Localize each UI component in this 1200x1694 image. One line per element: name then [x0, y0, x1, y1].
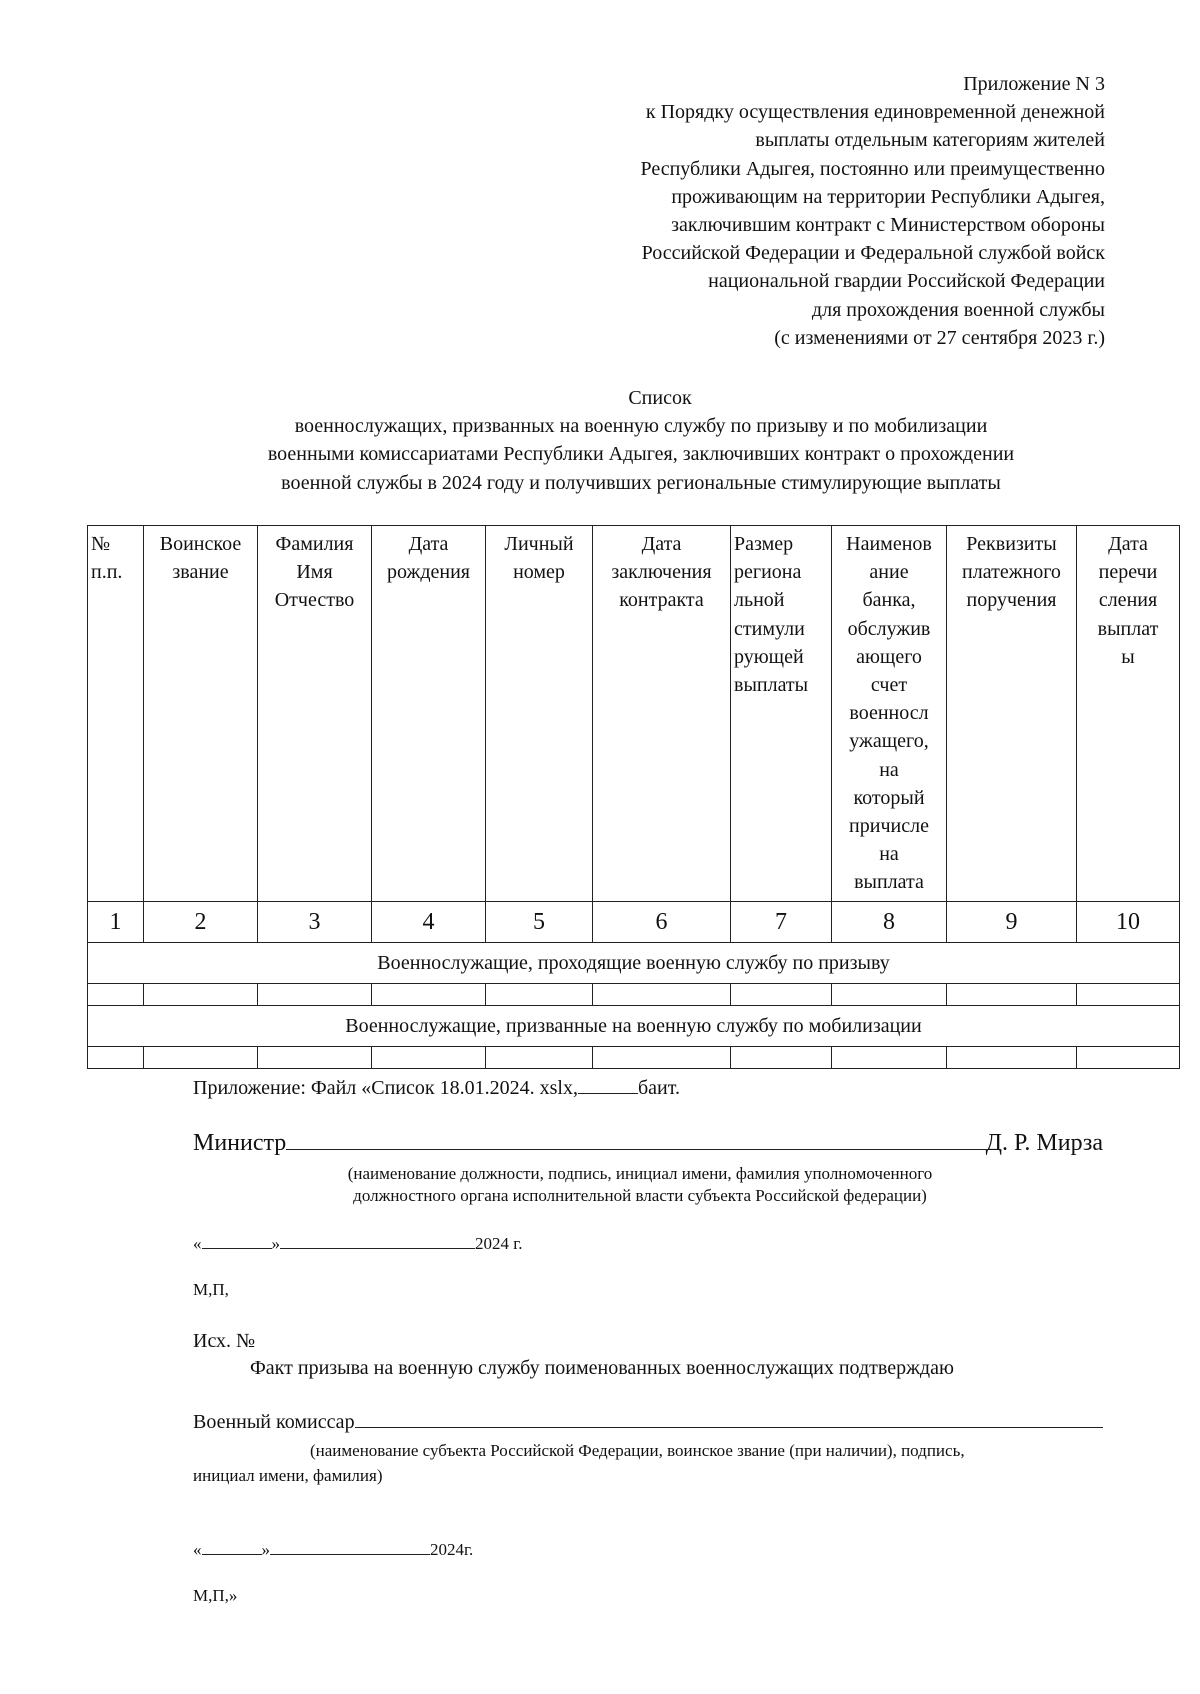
month-blank	[280, 1230, 475, 1249]
column-header-payment-order	[947, 526, 1077, 902]
commissar-label: Военный комиссар	[193, 1411, 355, 1433]
header-line: региона	[734, 561, 802, 584]
servicemen-table	[87, 525, 1180, 1069]
appendix-header-line: Приложение N 3	[963, 73, 1105, 95]
stamp-mark-1: М,П,	[193, 1280, 229, 1299]
table-cell	[1077, 984, 1180, 1006]
header-line: причисле	[849, 815, 929, 838]
header-line: звание	[172, 561, 229, 584]
date-line-1	[193, 1230, 523, 1256]
table-cell	[258, 984, 372, 1006]
table-cell	[486, 984, 593, 1006]
appendix-header-line: национальной гвардии Российской Федерации	[708, 270, 1105, 293]
header-line: платежного	[962, 561, 1061, 584]
table-cell	[947, 984, 1077, 1006]
caption-line: должностного органа исполнительной власти субъекта Российской федерации)	[353, 1186, 927, 1205]
column-header-number	[88, 526, 144, 902]
minister-label: Министр	[193, 1130, 287, 1156]
table-row	[88, 1047, 1180, 1069]
header-line: п.п.	[91, 561, 123, 584]
table-row	[88, 984, 1180, 1006]
stamp-mark-2: М,П,»	[193, 1586, 238, 1605]
date-close-quote: »	[271, 1234, 280, 1253]
column-number: 2	[144, 902, 258, 943]
header-line: Размер	[734, 533, 794, 555]
appendix-header-line: заключившим контракт с Министерством обороны	[671, 214, 1105, 237]
header-line: льной	[734, 589, 785, 612]
column-number: 4	[372, 902, 486, 943]
table-cell	[372, 1047, 486, 1069]
column-number: 5	[486, 902, 593, 943]
header-line: №	[91, 533, 111, 555]
date-close-quote: »	[261, 1540, 270, 1559]
column-numbers-row	[88, 902, 1180, 943]
header-line: на	[879, 843, 899, 866]
header-line: Отчество	[274, 589, 355, 612]
commissar-caption-2: инициал имени, фамилия)	[193, 1466, 383, 1485]
appendix-header-line: Российской Федерации и Федеральной службой войск	[641, 242, 1105, 265]
table-cell	[144, 984, 258, 1006]
table-cell	[258, 1047, 372, 1069]
header-line: военносл	[849, 702, 929, 725]
table-cell	[731, 1047, 832, 1069]
appendix-header	[640, 70, 1105, 352]
attachment-note	[193, 1075, 680, 1101]
header-line: Дата	[1108, 533, 1148, 555]
header-line: выплаты	[734, 674, 809, 697]
minister-signature-blank	[286, 1129, 985, 1150]
header-line: ужащего,	[849, 730, 929, 753]
header-line: рождения	[387, 561, 470, 584]
appendix-header-line: выплаты отдельным категориям жителей	[755, 129, 1105, 152]
section-row-conscription	[88, 943, 1180, 984]
header-line: Фамилия	[275, 533, 354, 555]
appendix-header-line: к Порядку осуществления единовременной денежной	[645, 101, 1105, 124]
table-cell	[88, 1047, 144, 1069]
header-line: рующей	[734, 645, 804, 668]
header-line: поручения	[966, 589, 1057, 612]
caption-line: (наименование должности, подпись, инициал имени, фамилия уполномоченного	[347, 1164, 933, 1183]
table-cell	[144, 1047, 258, 1069]
appendix-header-line: для прохождения военной службы	[811, 298, 1105, 321]
header-line: ание	[869, 561, 909, 584]
day-blank	[202, 1230, 272, 1249]
size-blank-line	[578, 1075, 638, 1094]
header-line: ы	[1121, 645, 1135, 668]
minister-caption	[260, 1163, 1020, 1207]
table-cell	[486, 1047, 593, 1069]
date-year: 2024 г.	[475, 1234, 523, 1253]
list-heading: Список	[628, 387, 692, 409]
header-line: Реквизиты	[966, 533, 1057, 555]
column-header-birth-date	[372, 526, 486, 902]
header-line: выплат	[1097, 617, 1159, 640]
column-header-full-name	[258, 526, 372, 902]
header-line: Воинское	[159, 533, 242, 555]
header-line: Дата	[408, 533, 449, 555]
list-title-line: военнослужащих, призванных на военную службу по призыву и по мобилизации	[294, 415, 988, 437]
table-cell	[593, 1047, 731, 1069]
table-cell	[593, 984, 731, 1006]
table-header-row	[88, 526, 1180, 902]
header-line: банка,	[862, 589, 916, 612]
confirmation-text: Факт призыва на военную службу поименованных военнослужащих подтверждаю	[250, 1357, 954, 1379]
appendix-header-line: проживающим на территории Республики Адыгея,	[671, 185, 1105, 208]
column-number: 1	[88, 902, 144, 943]
header-line: обслужив	[847, 617, 931, 640]
table-cell	[832, 1047, 947, 1069]
section-row-mobilization	[88, 1006, 1180, 1047]
list-title	[176, 412, 1106, 497]
commissar-signature-line	[193, 1408, 1103, 1436]
column-header-bank-name	[832, 526, 947, 902]
minister-signature-line	[193, 1127, 1103, 1159]
commissar-caption-1: (наименование субъекта Российской Федерации, воинское звание (при наличии), подпись,	[310, 1441, 965, 1460]
column-header-transfer-date	[1077, 526, 1180, 902]
section-title: Военнослужащие, призванные на военную службу по мобилизации	[88, 1006, 1180, 1047]
list-title-line: военными комиссариатами Республики Адыгея, заключивших контракт о прохождении	[267, 443, 1015, 466]
header-line: счет	[870, 674, 908, 697]
outgoing-number: Исх. №	[193, 1330, 256, 1352]
header-line: Дата	[641, 533, 682, 555]
appendix-header-line: (с изменениями от 27 сентября 2023 г.)	[774, 326, 1105, 349]
header-line: контракта	[619, 589, 704, 612]
table-cell	[947, 1047, 1077, 1069]
column-header-payment-amount	[731, 526, 832, 902]
table-cell	[88, 984, 144, 1006]
table-cell	[372, 984, 486, 1006]
month-blank	[270, 1536, 430, 1555]
header-line: на	[879, 758, 899, 781]
column-number: 8	[832, 902, 947, 943]
commissar-signature-blank	[355, 1409, 1103, 1428]
header-line: сления	[1098, 589, 1158, 612]
header-line: перечи	[1098, 561, 1158, 584]
header-line: Личный	[504, 533, 574, 555]
attachment-suffix: баит.	[637, 1077, 680, 1099]
minister-name: Д. Р. Мирза	[985, 1130, 1103, 1156]
column-header-rank	[144, 526, 258, 902]
column-number: 6	[593, 902, 731, 943]
date-open-quote: «	[193, 1540, 202, 1559]
table-cell	[1077, 1047, 1180, 1069]
section-title: Военнослужащие, проходящие военную службу по призыву	[88, 943, 1180, 984]
column-number: 10	[1077, 902, 1180, 943]
date-year: 2024г.	[430, 1540, 474, 1559]
column-header-contract-date	[593, 526, 731, 902]
table-cell	[832, 984, 947, 1006]
header-line: номер	[513, 561, 565, 584]
list-title-line: военной службы в 2024 году и получивших региональные стимулирующие выплаты	[281, 471, 1001, 494]
column-number: 7	[731, 902, 832, 943]
appendix-header-line: Республики Адыгея, постоянно или преимущественно	[640, 157, 1105, 180]
header-line: стимули	[734, 617, 805, 640]
header-line: который	[853, 786, 925, 809]
header-line: заключения	[611, 561, 712, 584]
date-open-quote: «	[193, 1234, 202, 1253]
attachment-prefix: Приложение: Файл «Список 18.01.2024. xslx,	[193, 1077, 578, 1099]
date-line-2	[193, 1536, 473, 1562]
header-line: выплата	[854, 871, 924, 894]
header-line: Наименов	[846, 533, 932, 555]
column-header-personal-number	[486, 526, 593, 902]
table-cell	[731, 984, 832, 1006]
column-number: 9	[947, 902, 1077, 943]
day-blank	[202, 1536, 262, 1555]
header-line: ающего	[856, 645, 922, 668]
header-line: Имя	[296, 561, 333, 584]
column-number: 3	[258, 902, 372, 943]
